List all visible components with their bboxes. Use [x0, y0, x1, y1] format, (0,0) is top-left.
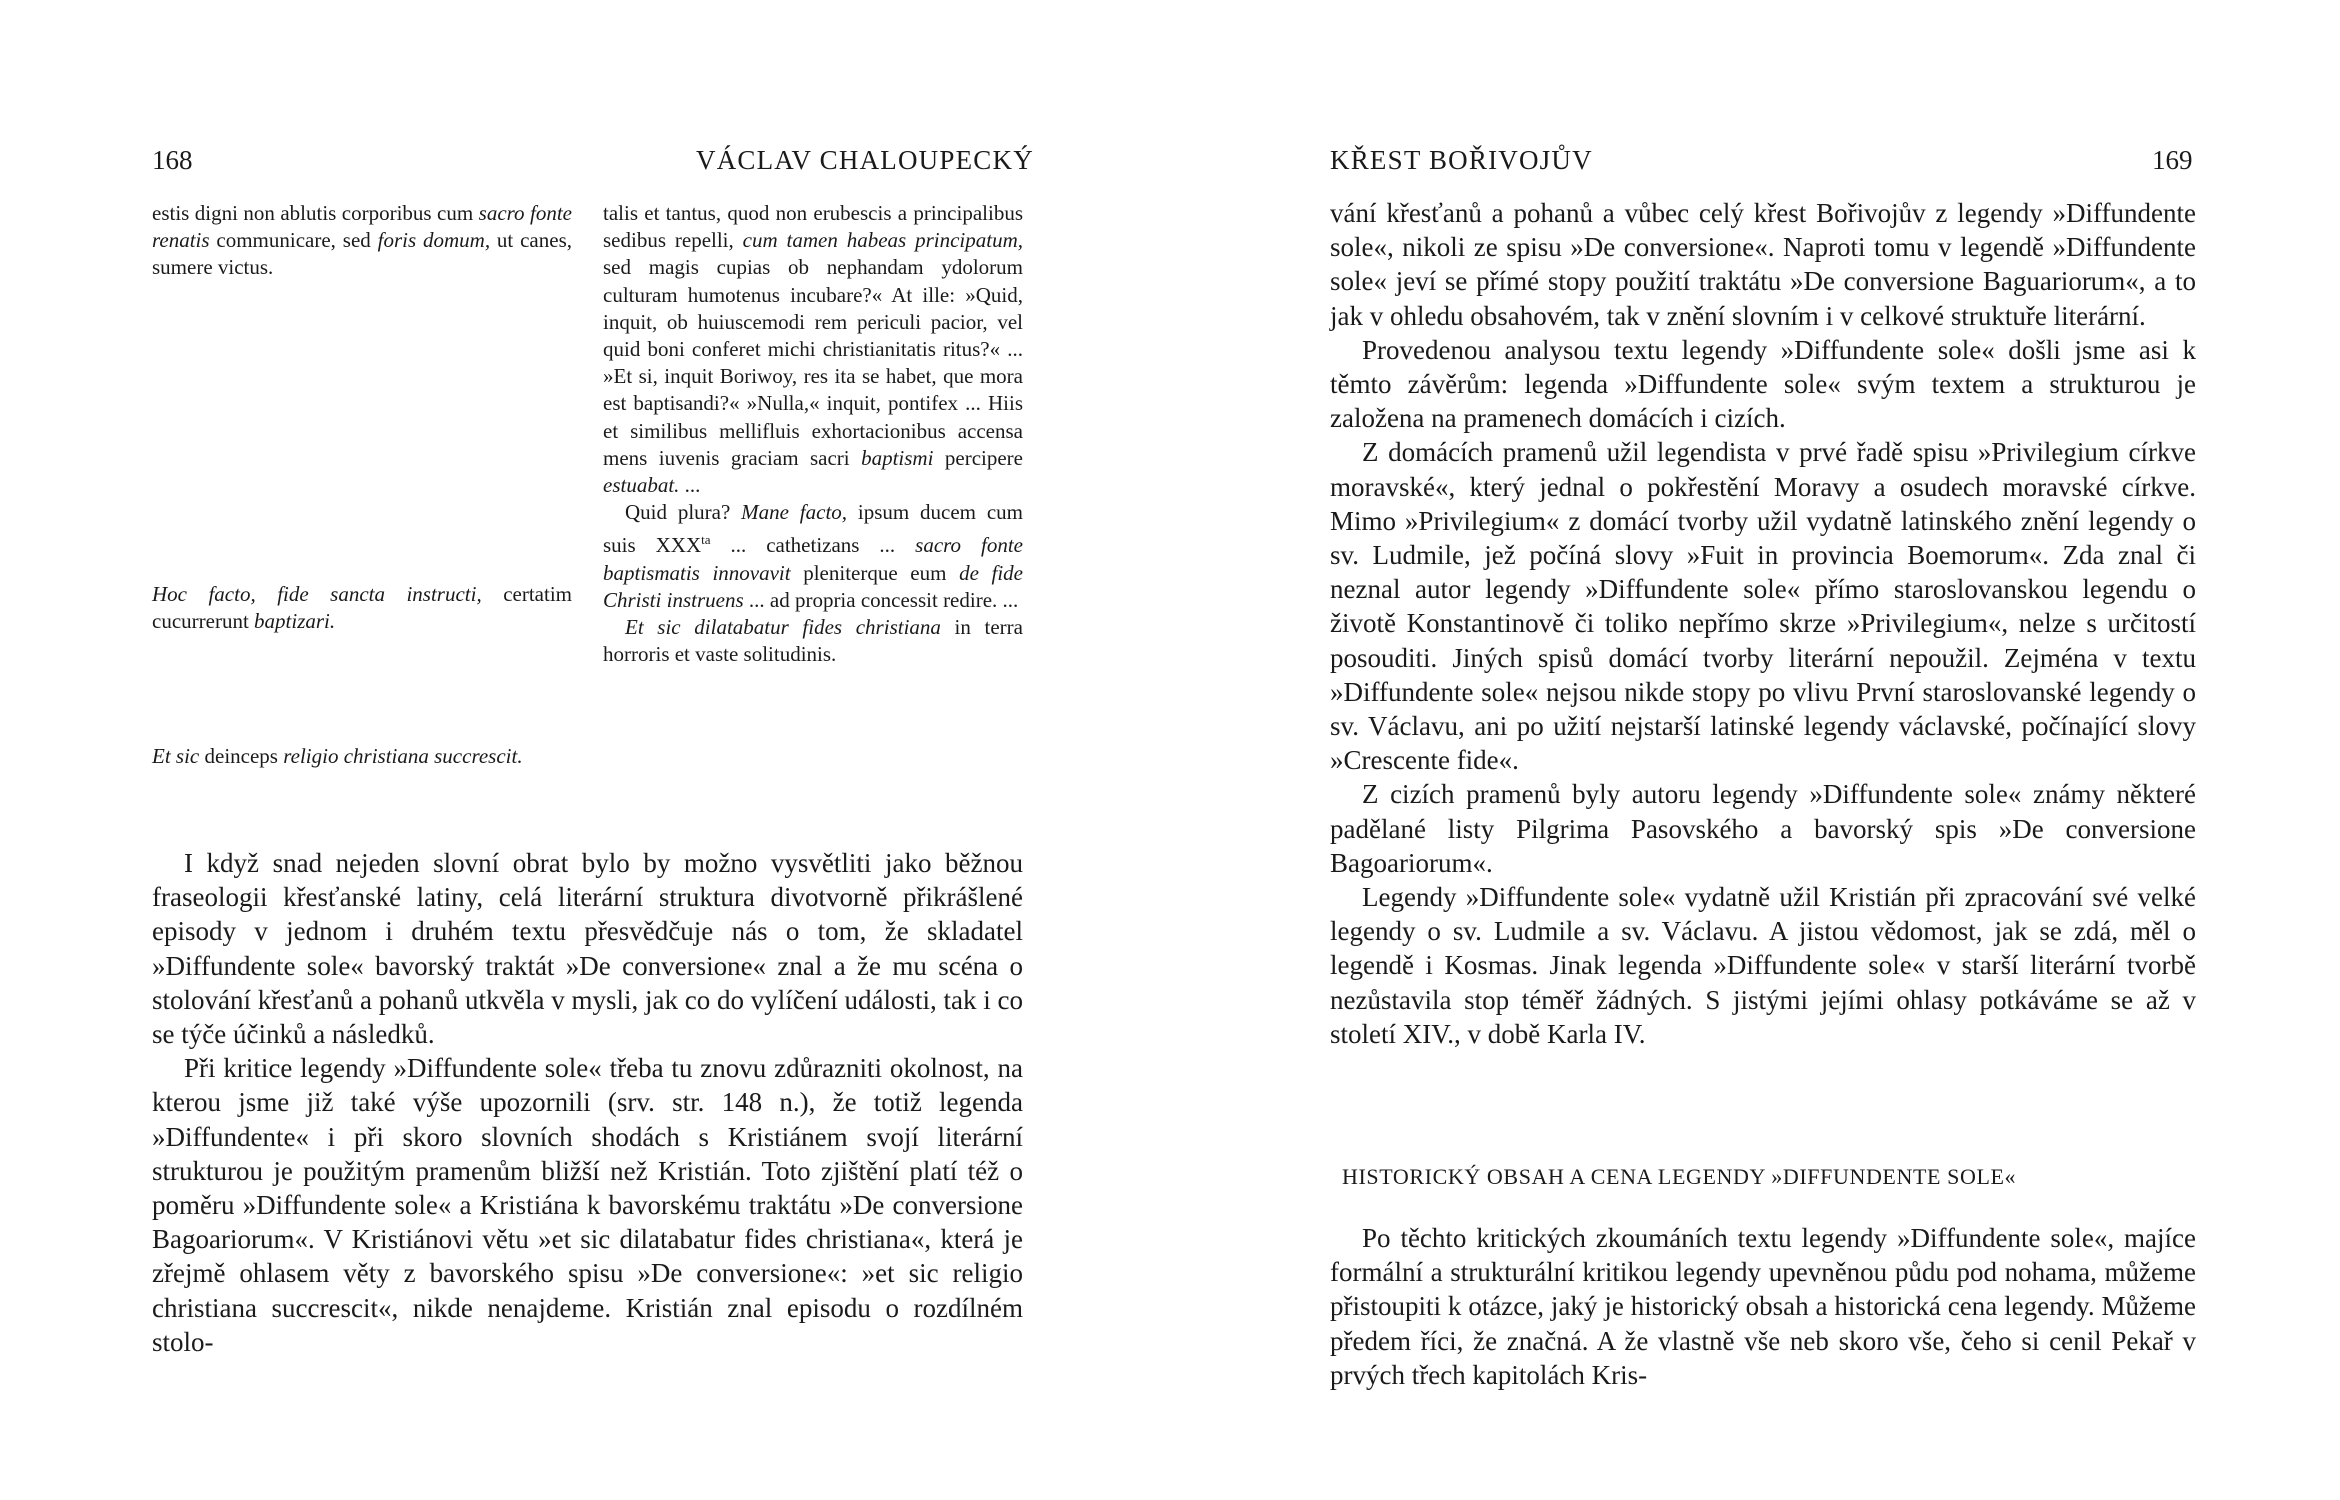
synopsis-right-column — [603, 200, 1023, 668]
running-head-right: KŘEST BOŘIVOJŮV — [1330, 145, 1593, 175]
running-head-left: VÁCLAV CHALOUPECKÝ — [696, 145, 1034, 175]
page-number-right: 169 — [2152, 145, 2193, 175]
body-paragraph: vání křesťanů a pohanů a vůbec celý křest Bořivojův z legendy »Diffundente sole«, nikoli ze spisu »De conversione«. Naproti tomu v legendě »Diffundente sole« jeví se přímé stopy použití traktátu »De conversione Baguariorum«, a to jak v ohledu obsahovém, tak v znění slovním i v celkové struktuře literární. — [1330, 198, 2196, 331]
synopsis-left-par-3: Et sic deinceps religio christiana succrescit. — [152, 744, 523, 769]
synopsis-right-par-3: Et sic dilatabatur fides christiana in terra horroris et vaste solitudinis. — [603, 615, 1023, 667]
left-body-text — [152, 846, 1023, 1359]
body-paragraph: Po těchto kritických zkoumáních textu legendy »Diffundente sole«, majíce formální a strukturální kritikou legendy upevněnou půdu pod nohama, můžeme přistoupiti k otázce, jaký je historický obsah a historická cena legendy. Můžeme předem říci, že značná. A že vlastně vše neb skoro vše, čeho si cenil Pekař v prvých třech kapitolách Kris- — [1330, 1223, 2196, 1390]
body-paragraph: Provedenou analysou textu legendy »Diffundente sole« došli jsme asi k těmto závěrům: legenda »Diffundente sole« svým textem a strukturou je založena na pramenech domácích i cizích. — [1330, 334, 2196, 434]
section-heading: HISTORICKÝ OBSAH A CENA LEGENDY »DIFFUNDENTE SOLE« — [1342, 1164, 2017, 1189]
synopsis-left-par-2: Hoc facto, fide sancta instructi, certatim cucurrerunt baptizari. — [152, 581, 573, 633]
body-paragraph: Legendy »Diffundente sole« vydatně užil Kristián při zpracování své velké legendy o sv. Ludmile a sv. Václavu. A jistou vědomost, jak se zdá, měl o legendě i Kosmas. Jinak legenda »Diffundente sole« v starší literární tvorbě nezůstavila stop téměř žádných. S jistými jejími ohlasy potkáváme se až v století XIV., v době Karla IV. — [1330, 882, 2196, 1049]
page-number-left: 168 — [152, 145, 193, 175]
body-paragraph: I když snad nejeden slovní obrat bylo by možno vysvětliti jako běžnou fraseologii křesťanské latiny, celá literární struktura divotvorně přikrášlené episody v jednom i druhém textu přesvědčuje nás o tom, že skladatel »Diffundente sole« bavorský traktát »De conversione« znal a že mu scéna o stolování křesťanů a pohanů utkvěla v mysli, jak co do vylíčení události, tak i co se týče účinků a následků. — [152, 848, 1023, 1050]
body-paragraph: Z domácích pramenů užil legendista v prvé řadě spisu »Privilegium církve moravské«, který jednal o pokřestění Moravy a osudech moravské církve. Mimo »Privilegium« z domácí tvorby užil vydatně latinského znění legendy o sv. Ludmile, jež počíná slovy »Fuit in provincia Boemorum«. Zda znal či neznal autor legendy »Diffundente sole« přímo staroslovanskou legendu o životě Konstantinově či toliko nepřímo skrze »Privilegium«, nelze s určitostí posouditi. Jiných spisů domácí tvorby literární nepoužil. Zejména v textu »Diffundente sole« nejsou nikde stopy po vlivu První staroslovanské legendy o sv. Václavu, ani po užití nejstarší latinské legendy václavské, počínající slovy »Crescente fide«. — [1330, 437, 2196, 776]
synopsis-left-par-1: estis digni non ablutis corporibus cum sacro fonte renatis communicare, sed foris domum, ut canes, sumere victus. — [152, 201, 572, 280]
right-body-text — [1330, 196, 2196, 1051]
body-paragraph: Z cizích pramenů byly autoru legendy »Diffundente sole« známy některé padělané listy Pilgrima Pasovského a bavorský spis »De conversione Bagoariorum«. — [1330, 779, 2196, 878]
synopsis-left-column — [152, 200, 572, 770]
synopsis-right-par-2: Quid plura? Mane facto, ipsum ducem cum suis $XXX^{ta}$ ... cathetizans ... sacro fonte baptismatis innovavit pleniterque eum de fide Christi instruens ... ad propria concessit redire. ... — [603, 500, 1023, 612]
body-paragraph: Při kritice legendy »Diffundente sole« třeba tu znovu zdůrazniti okolnost, na kterou jsme již také výše upozornili (srv. str. 148 n.), že totiž legenda »Diffundente« i při skoro slovních shodách s Kristiánem svojí literární strukturou je použitým pramenům bližší než Kristián. Toto zjištění platí též o poměru »Diffundente sole« a Kristiána k bavorskému traktátu »De conversione Bagoariorum«. V Kristiánovi větu »et sic dilatabatur fides christiana«, která je zřejmě ohlasem věty z bavorského spisu »De conversione«: »et sic religio christiana succrescit«, nikde nenajdeme. Kristián znal episodu o rozdílném stolo- — [152, 1053, 1023, 1357]
section-body-text — [1330, 1221, 2196, 1392]
synopsis-right-par-1: talis et tantus, quod non erubescis a principalibus sedibus repelli, cum tamen habeas principatum, sed magis cupias ob nephandam ydolorum culturam humotenus incubare?« At ille: »Quid, inquit, ob huiuscemodi rem periculi pacior, vel quid boni conferet michi christianitatis ritus?« ... »Et si, inquit Boriwoy, res ita se habet, que mora est baptisandi?« »Nulla,« inquit, pontifex ... Hiis et similibus mellifluis exhortacionibus accensa mens iuvenis graciam sacri baptismi percipere estuabat. ... — [603, 201, 1024, 498]
right-page — [1170, 0, 2340, 1500]
